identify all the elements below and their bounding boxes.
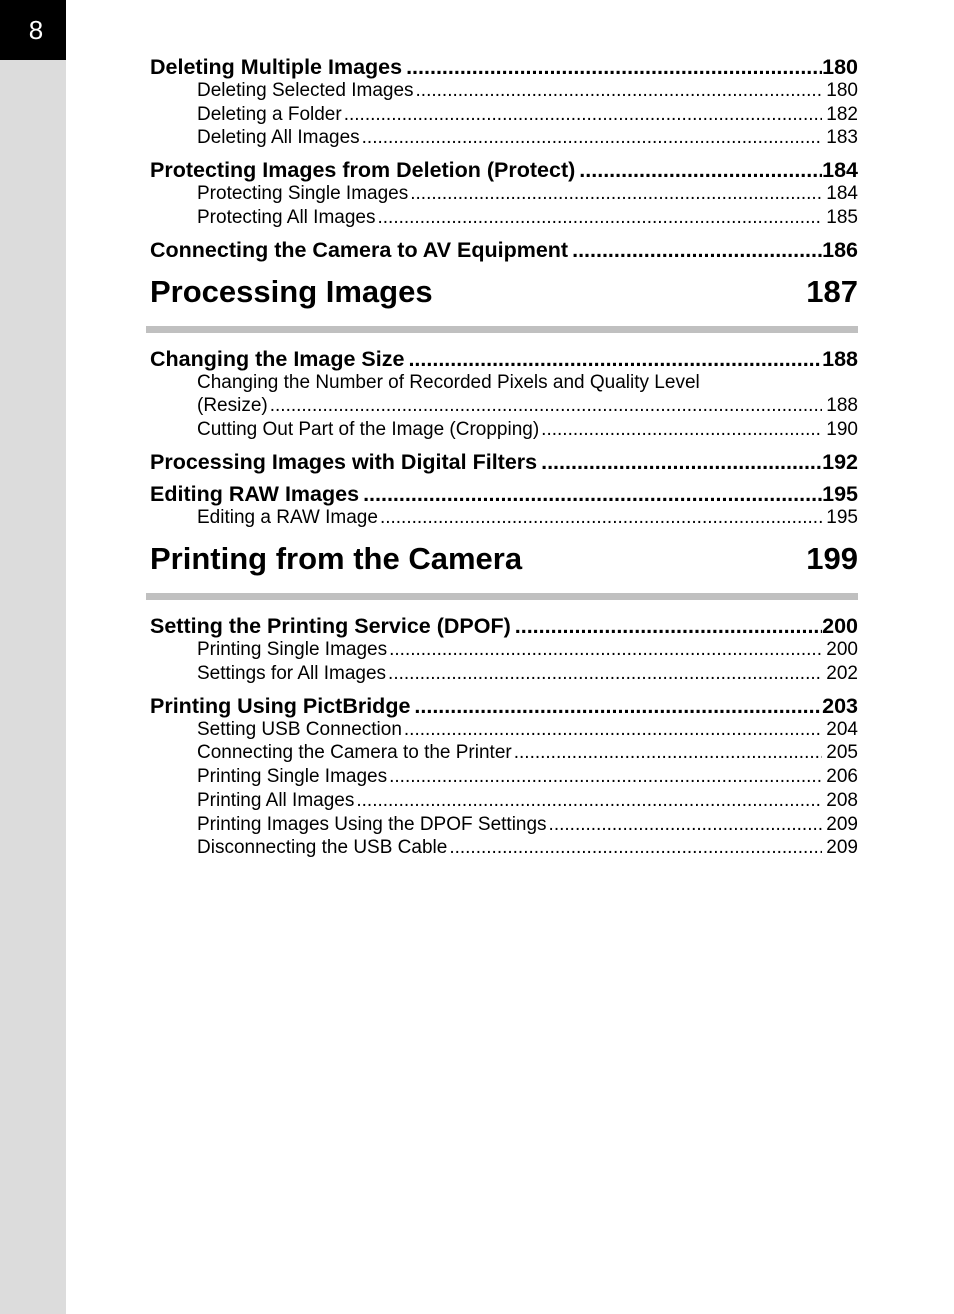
subentry-page-number: 209	[826, 813, 858, 835]
subentry-page-number: 184	[826, 183, 858, 205]
dot-leader	[389, 765, 822, 789]
subentry-page-number: 190	[826, 418, 858, 440]
dot-leader	[514, 741, 823, 765]
toc-entry[interactable]	[150, 347, 858, 371]
dot-leader	[406, 55, 822, 79]
toc-entry[interactable]	[150, 694, 858, 718]
entry-page-number: 192	[822, 449, 858, 474]
entry-label: Processing Images with Digital Filters	[150, 449, 538, 474]
toc-entry[interactable]	[150, 55, 858, 79]
subentry-page-number: 205	[826, 742, 858, 764]
page-number: 8	[28, 14, 44, 45]
subentry-label: Editing a RAW Image	[197, 506, 378, 528]
subentry-page-number: 200	[826, 639, 858, 661]
dot-leader	[416, 79, 823, 103]
entry-label: Editing RAW Images	[150, 481, 360, 506]
toc-subentry[interactable]	[150, 638, 858, 662]
dot-leader	[270, 394, 823, 418]
subentry-page-number: 204	[826, 718, 858, 740]
entry-page-number: 200	[822, 614, 858, 639]
subentry-label: Cutting Out Part of the Image (Cropping)	[197, 418, 540, 440]
chapter-page-number: 187	[806, 273, 858, 309]
dot-leader	[344, 103, 823, 127]
entry-label: Deleting Multiple Images	[150, 55, 403, 79]
subentry-page-number: 183	[826, 127, 858, 149]
subentry-label: Settings for All Images	[197, 663, 387, 685]
dot-leader	[515, 614, 822, 638]
toc-subentry[interactable]	[150, 662, 858, 686]
dot-leader	[408, 347, 822, 371]
toc-subentry[interactable]	[150, 206, 858, 230]
dot-leader	[414, 694, 822, 718]
toc-entry[interactable]	[150, 158, 858, 182]
subentry-page-number: 195	[826, 506, 858, 528]
entry-page-number: 195	[822, 481, 858, 506]
entry-page-number: 180	[822, 55, 858, 79]
dot-leader	[541, 450, 822, 474]
toc-entry[interactable]	[150, 238, 858, 262]
chapter-title: Processing Images	[150, 273, 433, 309]
dot-leader	[380, 506, 822, 530]
subentry-label: Deleting All Images	[197, 127, 360, 149]
toc-subentry[interactable]	[150, 506, 858, 530]
subentry-label: Deleting Selected Images	[197, 80, 414, 101]
toc-subentry[interactable]	[150, 126, 858, 150]
dot-leader	[356, 789, 822, 813]
toc-subentry[interactable]	[150, 741, 858, 765]
subentry-page-number: 206	[826, 766, 858, 788]
toc-subentry[interactable]	[150, 789, 858, 813]
toc-subentry[interactable]	[150, 394, 858, 418]
dot-leader	[363, 482, 822, 506]
subentry-page-number: 188	[826, 395, 858, 417]
subentry-page-number: 180	[826, 80, 858, 101]
chapter-page-number: 199	[806, 541, 858, 577]
page-sidebar	[0, 0, 66, 1314]
dot-leader	[404, 718, 822, 742]
subentry-page-number: 208	[826, 789, 858, 811]
entry-label: Connecting the Camera to AV Equipment	[150, 237, 569, 262]
subentry-label: Deleting a Folder	[197, 103, 342, 125]
subentry-label: Printing Images Using the DPOF Settings	[197, 813, 547, 835]
dot-leader	[449, 836, 822, 860]
chapter-heading[interactable]	[146, 541, 858, 600]
subentry-label: Disconnecting the USB Cable	[197, 837, 448, 859]
page-number-tab	[0, 0, 66, 60]
dot-leader	[389, 638, 822, 662]
dot-leader	[579, 158, 822, 182]
dot-leader	[362, 126, 823, 150]
subentry-label-continued: (Resize)	[197, 395, 268, 417]
dot-leader	[377, 206, 822, 230]
dot-leader	[410, 182, 822, 206]
toc-subentry[interactable]	[150, 718, 858, 742]
subentry-label: Printing Single Images	[197, 766, 388, 788]
dot-leader	[541, 418, 822, 442]
chapter-heading[interactable]	[146, 274, 858, 333]
entry-label: Setting the Printing Service (DPOF)	[150, 614, 511, 639]
subentry-label: Setting USB Connection	[197, 718, 402, 740]
subentry-label: Printing All Images	[197, 789, 355, 811]
entry-label: Printing Using PictBridge	[150, 693, 411, 718]
entry-page-number: 186	[822, 237, 858, 262]
entry-page-number: 203	[822, 693, 858, 718]
toc-entry[interactable]	[150, 450, 858, 474]
dot-leader	[388, 662, 822, 686]
subentry-label: Changing the Number of Recorded Pixels and Quality Level	[197, 371, 700, 393]
subentry-label: Connecting the Camera to the Printer	[197, 742, 512, 764]
subentry-label: Printing Single Images	[197, 639, 388, 661]
chapter-title: Printing from the Camera	[150, 541, 523, 577]
toc-subentry[interactable]	[150, 182, 858, 206]
subentry-page-number: 185	[826, 206, 858, 228]
toc-entry[interactable]	[150, 614, 858, 638]
table-of-contents	[150, 55, 858, 860]
entry-page-number: 188	[822, 346, 858, 371]
toc-subentry[interactable]	[150, 418, 858, 442]
subentry-page-number: 209	[826, 837, 858, 859]
dot-leader	[549, 813, 823, 837]
entry-page-number: 184	[822, 158, 858, 183]
toc-subentry[interactable]	[150, 836, 858, 860]
subentry-page-number: 182	[826, 103, 858, 125]
entry-label: Changing the Image Size	[150, 346, 405, 371]
toc-subentry[interactable]	[150, 103, 858, 127]
subentry-page-number: 202	[826, 663, 858, 685]
subentry-label: Protecting Single Images	[197, 183, 409, 205]
toc-entry[interactable]	[150, 482, 858, 506]
toc-subentry-line[interactable]	[150, 371, 858, 395]
toc-subentry[interactable]	[150, 79, 858, 103]
dot-leader	[572, 238, 822, 262]
subentry-label: Protecting All Images	[197, 206, 376, 228]
toc-subentry[interactable]	[150, 765, 858, 789]
toc-subentry[interactable]	[150, 813, 858, 837]
entry-label: Protecting Images from Deletion (Protect)	[150, 158, 576, 183]
